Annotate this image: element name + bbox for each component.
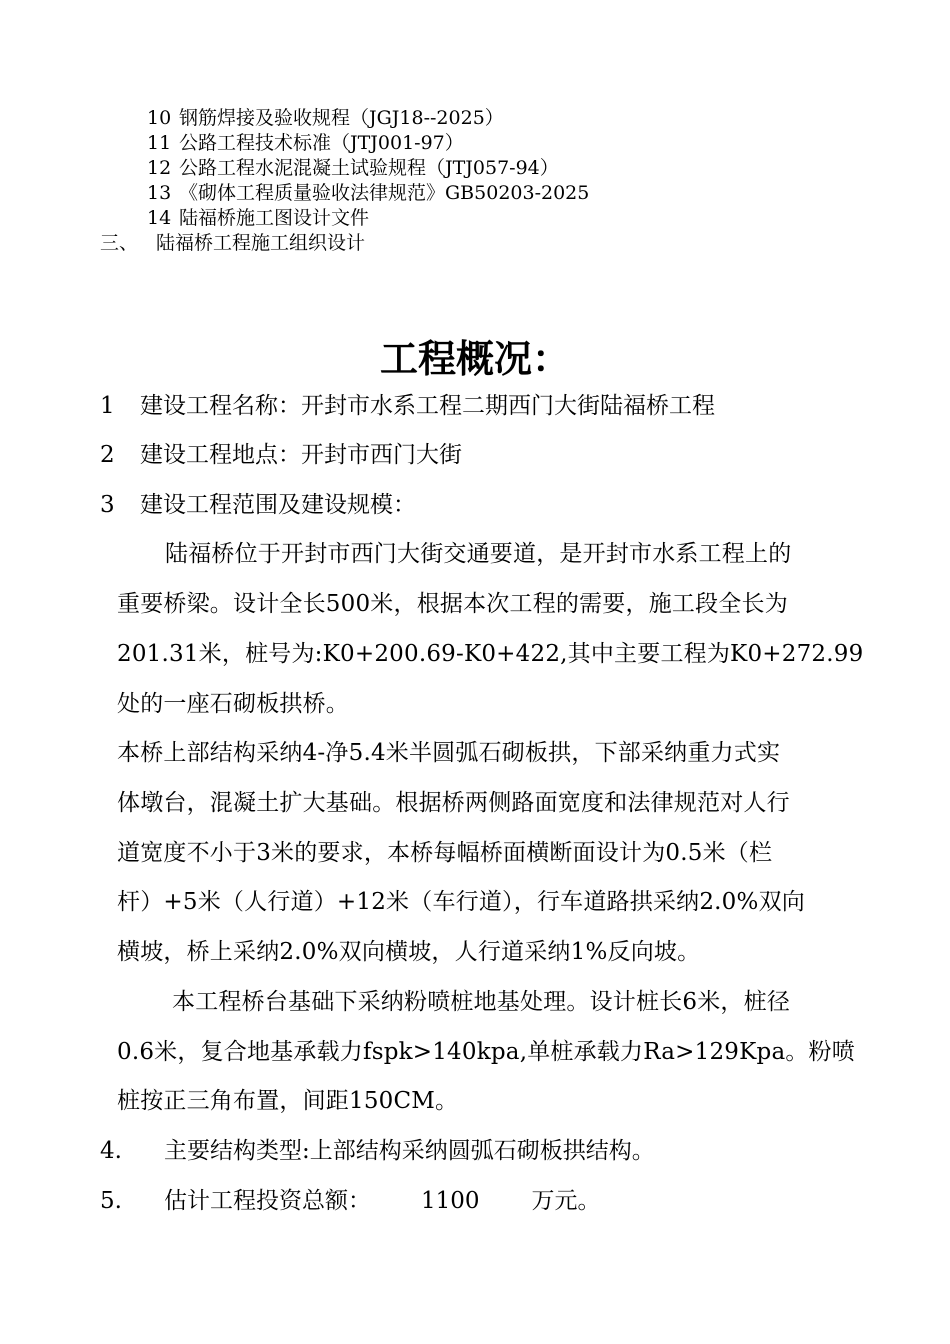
paragraph-line: 本桥上部结构采纳4-净5.4米半圆弧石砌板拱，下部采纳重力式实 (117, 740, 781, 766)
paragraph-line: 201.31米，桩号为:K0+200.69-K0+422,其中主要工程为K0+272.99 (117, 641, 864, 667)
reference-text: 陆福桥施工图设计文件 (179, 207, 370, 229)
paragraph-line: 横坡，桥上采纳2.0%双向横坡，人行道采纳1%反向坡。 (117, 939, 701, 965)
item-number: 5. (100, 1188, 122, 1214)
paragraph-line: 体墩台，混凝土扩大基础。根据桥两侧路面宽度和法律规范对人行 (117, 790, 790, 816)
reference-item (147, 134, 464, 153)
item-text: 建设工程范围及建设规模： (140, 492, 416, 518)
section-heading (100, 234, 365, 253)
paragraph-line: 0.6米，复合地基承载力fspk>140kpa,单桩承载力Ra>129Kpa。粉喷 (117, 1039, 855, 1065)
item-number: 2 (100, 442, 115, 468)
paragraph-line: 本工程桥台基础下采纳粉喷桩地基处理。设计桩长6米，桩径 (172, 989, 791, 1015)
page-title: 工程概况： (379, 336, 570, 381)
reference-text: 《砌体工程质量验收法律规范》GB50203-2025 (179, 182, 590, 204)
overview-item (100, 494, 416, 517)
reference-number: 11 (147, 132, 172, 154)
item-text: 建设工程地点：开封市西门大街 (140, 442, 462, 468)
reference-number: 14 (147, 207, 172, 229)
item-number: 1 (100, 393, 115, 419)
paragraph-line: 杆）+5米（人行道）+12米（车行道），行车道路拱采纳2.0%双向 (117, 889, 805, 915)
overview-item (100, 444, 462, 467)
reference-item (147, 159, 559, 178)
paragraph-line: 处的一座石砌板拱桥。 (117, 691, 349, 717)
item-text: 主要结构类型:上部结构采纳圆弧石砌板拱结构。 (164, 1138, 655, 1164)
reference-number: 13 (147, 182, 172, 204)
investment-amount: 1100 (421, 1188, 480, 1214)
paragraph-line: 桩按正三角布置，间距150CM。 (117, 1088, 459, 1114)
item-number: 4. (100, 1138, 122, 1164)
reference-item (147, 109, 504, 128)
paragraph-line: 重要桥梁。设计全长500米，根据本次工程的需要，施工段全长为 (117, 591, 788, 617)
reference-text: 公路工程技术标准（JTJ001-97） (179, 132, 464, 154)
overview-item (100, 395, 715, 418)
paragraph-line: 陆福桥位于开封市西门大街交通要道，是开封市水系工程上的 (165, 541, 792, 567)
item-number: 3 (100, 492, 115, 518)
reference-item (147, 184, 589, 203)
investment-unit: 万元。 (531, 1188, 601, 1214)
reference-number: 10 (147, 107, 172, 129)
reference-text: 钢筋焊接及验收规程（JGJ18--2025） (179, 107, 504, 129)
item-text: 估计工程投资总额： (164, 1188, 371, 1214)
reference-number: 12 (147, 157, 172, 179)
overview-item (100, 1190, 601, 1213)
item-text: 建设工程名称：开封市水系工程二期西门大街陆福桥工程 (140, 393, 715, 419)
overview-item (100, 1140, 655, 1163)
reference-text: 公路工程水泥混凝土试验规程（JTJ057-94） (179, 157, 559, 179)
section-number: 三、 (100, 232, 139, 254)
section-title: 陆福桥工程施工组织设计 (156, 232, 366, 254)
reference-item (147, 209, 369, 228)
paragraph-line: 道宽度不小于3米的要求，本桥每幅桥面横断面设计为0.5米（栏 (117, 840, 773, 866)
